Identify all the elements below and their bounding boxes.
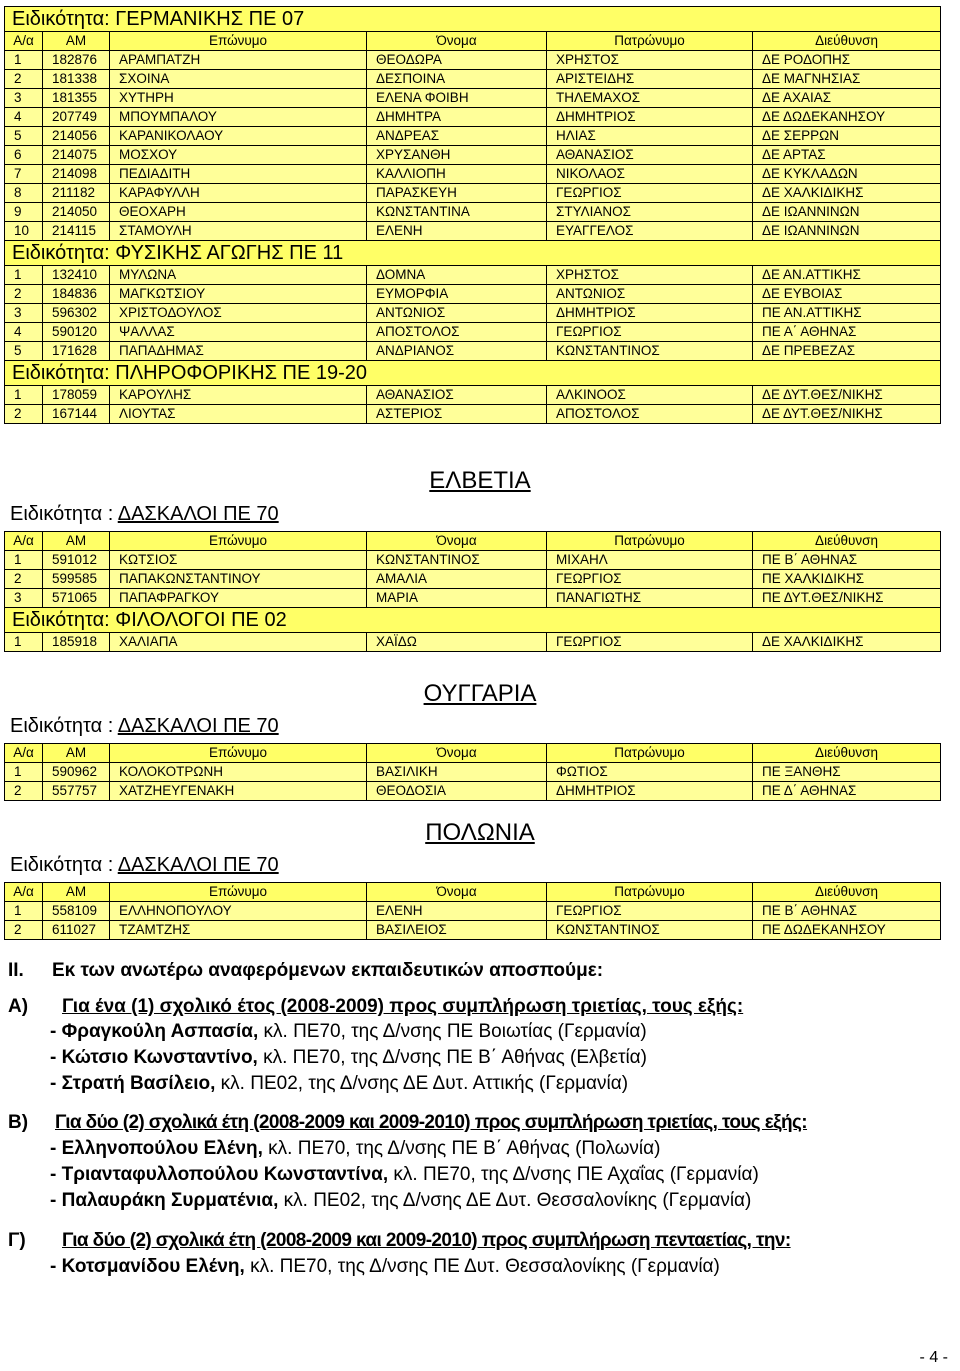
- column-header: ΑΜ: [43, 532, 110, 551]
- person-details: κλ. ΠΕ70, της Δ/νσης ΠΕ Αχαΐας (Γερμανία): [388, 1164, 759, 1185]
- table-cell: ΔΗΜΗΤΡΑ: [367, 108, 547, 127]
- table-cell: ΔΕ ΣΕΡΡΩΝ: [753, 127, 941, 146]
- section-title: Ειδικότητα: ΠΛΗΡΟΦΟΡΙΚΗΣ ΠΕ 19-20: [5, 361, 941, 386]
- table-cell: ΚΩΝΣΤΑΝΤΙΝΑ: [367, 203, 547, 222]
- table-cell: 182876: [43, 51, 110, 70]
- table-cell: ΑΝΔΡΙΑΝΟΣ: [367, 342, 547, 361]
- table-cell: ΠΕ ΧΑΛΚΙΔΙΚΗΣ: [753, 570, 941, 589]
- table-cell: ΦΩΤΙΟΣ: [547, 763, 753, 782]
- table-cell: ΑΝΤΩΝΙΟΣ: [547, 285, 753, 304]
- table-cell: ΑΝΔΡΕΑΣ: [367, 127, 547, 146]
- table-cell: 2: [5, 570, 43, 589]
- table-cell: ΑΘΑΝΑΣΙΟΣ: [547, 146, 753, 165]
- table-cell: 184836: [43, 285, 110, 304]
- table-cell: ΚΩΝΣΤΑΝΤΙΝΟΣ: [547, 342, 753, 361]
- table-cell: ΠΕ Β΄ ΑΘΗΝΑΣ: [753, 551, 941, 570]
- table-row: [5, 89, 941, 108]
- table-cell: ΕΛΛΗΝΟΠΟΥΛΟΥ: [110, 902, 367, 921]
- table-cell: 1: [5, 51, 43, 70]
- table-cell: ΧΑΪΔΩ: [367, 633, 547, 652]
- table-cell: 2: [5, 405, 43, 424]
- table-cell: ΕΛΕΝΗ: [367, 222, 547, 241]
- table-cell: 558109: [43, 902, 110, 921]
- table-row: [5, 165, 941, 184]
- table-row: [5, 323, 941, 342]
- table-cell: ΧΡΙΣΤΟΔΟΥΛΟΣ: [110, 304, 367, 323]
- table-cell: 599585: [43, 570, 110, 589]
- table-cell: 167144: [43, 405, 110, 424]
- table-cell: ΘΕΟΔΩΡΑ: [367, 51, 547, 70]
- table-cell: ΚΑΡΟΥΛΗΣ: [110, 386, 367, 405]
- column-header: Α/α: [5, 532, 43, 551]
- table-cell: ΑΛΚΙΝΟΟΣ: [547, 386, 753, 405]
- table-row: [5, 146, 941, 165]
- table-header-row: [5, 32, 941, 51]
- table-cell: 4: [5, 108, 43, 127]
- column-header: Διεύθυνση: [753, 744, 941, 763]
- table-cell: 590120: [43, 323, 110, 342]
- table-cell: 2: [5, 70, 43, 89]
- table-cell: 596302: [43, 304, 110, 323]
- table-cell: ΔΕ ΡΟΔΟΠΗΣ: [753, 51, 941, 70]
- table-cell: ΕΥΜΟΡΦΙΑ: [367, 285, 547, 304]
- table-cell: ΜΟΣΧΟΥ: [110, 146, 367, 165]
- poland-table: [4, 882, 941, 940]
- table-cell: 207749: [43, 108, 110, 127]
- table-cell: ΔΗΜΗΤΡΙΟΣ: [547, 304, 753, 323]
- list-item: [50, 1021, 647, 1043]
- table-cell: ΗΛΙΑΣ: [547, 127, 753, 146]
- table-cell: 611027: [43, 921, 110, 940]
- person-name: - Στρατή Βασίλειο,: [50, 1073, 216, 1094]
- clause-c-label: Γ): [8, 1230, 26, 1251]
- table-cell: ΜΥΛΩΝΑ: [110, 266, 367, 285]
- table-cell: 590962: [43, 763, 110, 782]
- table-cell: ΔΕ ΙΩΑΝΝΙΝΩΝ: [753, 203, 941, 222]
- table-row: [5, 222, 941, 241]
- table-cell: 185918: [43, 633, 110, 652]
- table-cell: ΜΑΡΙΑ: [367, 589, 547, 608]
- table-cell: ΜΠΟΥΜΠΑΛΟΥ: [110, 108, 367, 127]
- column-header: Διεύθυνση: [753, 883, 941, 902]
- table-cell: ΔΕ ΧΑΛΚΙΔΙΚΗΣ: [753, 633, 941, 652]
- table-cell: ΠΕ Δ΄ ΑΘΗΝΑΣ: [753, 782, 941, 801]
- table-cell: ΓΕΩΡΓΙΟΣ: [547, 902, 753, 921]
- clause-b-heading: Για δύο (2) σχολικά έτη (2008-2009 και 2009-2010) προς συμπλήρωση τριετίας, τους εξής:: [55, 1112, 808, 1133]
- column-header: Επώνυμο: [110, 883, 367, 902]
- table-cell: ΠΑΠΑΚΩΝΣΤΑΝΤΙΝΟΥ: [110, 570, 367, 589]
- table-cell: 1: [5, 902, 43, 921]
- section-title-row: [5, 7, 941, 32]
- person-name: - Ελληνοπούλου Ελένη,: [50, 1138, 263, 1159]
- page-number: - 4 -: [919, 1349, 948, 1366]
- table-row: [5, 782, 941, 801]
- table-cell: ΧΑΛΙΑΠΑ: [110, 633, 367, 652]
- table-cell: ΔΕ ΑΧΑΙΑΣ: [753, 89, 941, 108]
- list-item: [50, 1138, 660, 1160]
- person-details: κλ. ΠΕ70, της Δ/νσης ΠΕ Βοιωτίας (Γερμανία): [258, 1021, 647, 1042]
- table-cell: ΘΕΟΔΟΣΙΑ: [367, 782, 547, 801]
- table-cell: 2: [5, 921, 43, 940]
- table-row: [5, 386, 941, 405]
- column-header: Πατρώνυμο: [547, 883, 753, 902]
- table-cell: ΑΡΙΣΤΕΙΔΗΣ: [547, 70, 753, 89]
- person-name: - Κώτσιο Κωνσταντίνο,: [50, 1047, 258, 1068]
- table-cell: ΔΗΜΗΤΡΙΟΣ: [547, 782, 753, 801]
- table-cell: ΑΝΤΩΝΙΟΣ: [367, 304, 547, 323]
- table-header-row: [5, 532, 941, 551]
- list-item: [50, 1164, 759, 1186]
- column-header: Όνομα: [367, 32, 547, 51]
- table-cell: ΑΘΑΝΑΣΙΟΣ: [367, 386, 547, 405]
- table-row: [5, 570, 941, 589]
- table-cell: 9: [5, 203, 43, 222]
- table-cell: ΠΕ ΞΑΝΘΗΣ: [753, 763, 941, 782]
- table-row: [5, 285, 941, 304]
- section-title-teachers-hungary: Ειδικότητα : ΔΑΣΚΑΛΟΙ ΠΕ 70: [10, 715, 279, 737]
- table-cell: ΔΕΣΠΟΙΝΑ: [367, 70, 547, 89]
- table-cell: 132410: [43, 266, 110, 285]
- table-cell: 211182: [43, 184, 110, 203]
- table-cell: ΛΙΟΥΤΑΣ: [110, 405, 367, 424]
- list-item: [50, 1073, 628, 1095]
- table-cell: ΕΛΕΝΑ ΦΟΙΒΗ: [367, 89, 547, 108]
- table-cell: 3: [5, 589, 43, 608]
- table-cell: ΤΗΛΕΜΑΧΟΣ: [547, 89, 753, 108]
- table-row: [5, 266, 941, 285]
- table-cell: ΚΩΤΣΙΟΣ: [110, 551, 367, 570]
- table-cell: ΤΖΑΜΤΖΗΣ: [110, 921, 367, 940]
- recall-heading: Εκ των ανωτέρω αναφερόμενων εκπαιδευτικών αποσπούμε:: [52, 960, 604, 981]
- list-item: [50, 1256, 720, 1278]
- column-header: Επώνυμο: [110, 744, 367, 763]
- table-cell: 171628: [43, 342, 110, 361]
- table-cell: 5: [5, 342, 43, 361]
- table-cell: 181338: [43, 70, 110, 89]
- switzerland-table: [4, 531, 941, 652]
- table-cell: ΠΕ ΑΝ.ΑΤΤΙΚΗΣ: [753, 304, 941, 323]
- table-row: [5, 184, 941, 203]
- table-cell: ΣΧΟΙΝΑ: [110, 70, 367, 89]
- table-cell: ΒΑΣΙΛΕΙΟΣ: [367, 921, 547, 940]
- country-heading-switzerland: ΕΛΒΕΤΙΑ: [429, 467, 531, 494]
- list-item: [50, 1190, 751, 1212]
- person-details: κλ. ΠΕ70, της Δ/νσης ΠΕ Β΄ Αθήνας (Πολωνία): [262, 1138, 661, 1159]
- table-cell: 214056: [43, 127, 110, 146]
- table-cell: 4: [5, 323, 43, 342]
- table-cell: ΚΑΡΑΦΥΛΛΗ: [110, 184, 367, 203]
- germany-table: [4, 6, 941, 424]
- table-row: [5, 51, 941, 70]
- table-row: [5, 70, 941, 89]
- table-cell: ΚΑΛΛΙΟΠΗ: [367, 165, 547, 184]
- column-header: Α/α: [5, 883, 43, 902]
- table-cell: ΓΕΩΡΓΙΟΣ: [547, 633, 753, 652]
- table-header-row: [5, 883, 941, 902]
- table-cell: 1: [5, 633, 43, 652]
- table-cell: ΠΕ ΔΥΤ.ΘΕΣ/ΝΙΚΗΣ: [753, 589, 941, 608]
- table-cell: 3: [5, 89, 43, 108]
- table-cell: ΔΕ ΙΩΑΝΝΙΝΩΝ: [753, 222, 941, 241]
- table-cell: ΔΕ ΔΥΤ.ΘΕΣ/ΝΙΚΗΣ: [753, 386, 941, 405]
- table-cell: ΔΕ ΧΑΛΚΙΔΙΚΗΣ: [753, 184, 941, 203]
- table-cell: 571065: [43, 589, 110, 608]
- clause-b-label: Β): [8, 1112, 29, 1133]
- section-title-row: [5, 608, 941, 633]
- person-name: - Παλαυράκη Συρματένια,: [50, 1190, 279, 1211]
- table-cell: ΠΑΡΑΣΚΕΥΗ: [367, 184, 547, 203]
- section-title-row: [5, 361, 941, 386]
- table-cell: ΠΑΠΑΔΗΜΑΣ: [110, 342, 367, 361]
- table-cell: ΠΑΠΑΦΡΑΓΚΟΥ: [110, 589, 367, 608]
- column-header: Όνομα: [367, 744, 547, 763]
- table-cell: ΓΕΩΡΓΙΟΣ: [547, 570, 753, 589]
- clause-a-label: Α): [8, 996, 29, 1017]
- table-cell: 181355: [43, 89, 110, 108]
- table-cell: ΔΕ ΔΥΤ.ΘΕΣ/ΝΙΚΗΣ: [753, 405, 941, 424]
- table-cell: 1: [5, 763, 43, 782]
- column-header: Όνομα: [367, 532, 547, 551]
- table-row: [5, 203, 941, 222]
- table-cell: ΠΕ ΔΩΔΕΚΑΝΗΣΟΥ: [753, 921, 941, 940]
- table-cell: 1: [5, 266, 43, 285]
- table-cell: 2: [5, 285, 43, 304]
- column-header: ΑΜ: [43, 744, 110, 763]
- table-row: [5, 633, 941, 652]
- table-cell: ΧΥΤΗΡΗ: [110, 89, 367, 108]
- table-cell: ΧΡΥΣΑΝΘΗ: [367, 146, 547, 165]
- table-row: [5, 342, 941, 361]
- person-details: κλ. ΠΕ70, της Δ/νσης ΠΕ Β΄ Αθήνας (Ελβετία): [257, 1047, 647, 1068]
- table-cell: ΔΕ ΜΑΓΝΗΣΙΑΣ: [753, 70, 941, 89]
- clause-a-heading: Για ένα (1) σχολικό έτος (2008-2009) προς συμπλήρωση τριετίας, τους εξής:: [62, 996, 744, 1017]
- table-cell: 1: [5, 386, 43, 405]
- person-details: κλ. ΠΕ70, της Δ/νσης ΠΕ Δυτ. Θεσσαλονίκης (Γερμανία): [244, 1256, 720, 1277]
- table-cell: ΒΑΣΙΛΙΚΗ: [367, 763, 547, 782]
- table-cell: ΕΛΕΝΗ: [367, 902, 547, 921]
- table-cell: ΜΙΧΑΗΛ: [547, 551, 753, 570]
- column-header: Α/α: [5, 744, 43, 763]
- table-cell: 2: [5, 782, 43, 801]
- column-header: Πατρώνυμο: [547, 32, 753, 51]
- table-cell: ΔΕ ΑΡΤΑΣ: [753, 146, 941, 165]
- table-row: [5, 127, 941, 146]
- table-cell: 557757: [43, 782, 110, 801]
- table-cell: ΧΡΗΣΤΟΣ: [547, 51, 753, 70]
- person-details: κλ. ΠΕ02, της Δ/νσης ΔΕ Δυτ. Θεσσαλονίκης (Γερμανία): [278, 1190, 752, 1211]
- table-cell: ΔΕ ΑΝ.ΑΤΤΙΚΗΣ: [753, 266, 941, 285]
- column-header: Όνομα: [367, 883, 547, 902]
- table-cell: ΧΑΤΖΗΕΥΓΕΝΑΚΗ: [110, 782, 367, 801]
- table-cell: ΣΤΑΜΟΥΛΗ: [110, 222, 367, 241]
- clause-c-heading: Για δύο (2) σχολικά έτη (2008-2009 και 2009-2010) προς συμπλήρωση πενταετίας, την:: [62, 1230, 791, 1251]
- country-heading-hungary: ΟΥΓΓΑΡΙΑ: [423, 680, 537, 707]
- section-title: Ειδικότητα: ΦΥΣΙΚΗΣ ΑΓΩΓΗΣ ΠΕ 11: [5, 241, 941, 266]
- table-cell: ΚΩΝΣΤΑΝΤΙΝΟΣ: [547, 921, 753, 940]
- table-row: [5, 763, 941, 782]
- table-cell: ΑΠΟΣΤΟΛΟΣ: [547, 405, 753, 424]
- table-cell: ΧΡΗΣΤΟΣ: [547, 266, 753, 285]
- table-cell: ΑΡΑΜΠΑΤΖΗ: [110, 51, 367, 70]
- table-cell: ΔΟΜΝΑ: [367, 266, 547, 285]
- table-cell: ΑΠΟΣΤΟΛΟΣ: [367, 323, 547, 342]
- section-title: Ειδικότητα: ΓΕΡΜΑΝΙΚΗΣ ΠΕ 07: [5, 7, 941, 32]
- column-header: Α/α: [5, 32, 43, 51]
- table-cell: ΜΑΓΚΩΤΣΙΟΥ: [110, 285, 367, 304]
- column-header: Επώνυμο: [110, 32, 367, 51]
- table-row: [5, 551, 941, 570]
- section-title: Ειδικότητα: ΦΙΛΟΛΟΓΟΙ ΠΕ 02: [5, 608, 941, 633]
- column-header: ΑΜ: [43, 883, 110, 902]
- table-cell: 5: [5, 127, 43, 146]
- table-cell: ΓΕΩΡΓΙΟΣ: [547, 323, 753, 342]
- section-title-teachers-poland: Ειδικότητα : ΔΑΣΚΑΛΟΙ ΠΕ 70: [10, 854, 279, 876]
- table-row: [5, 304, 941, 323]
- table-cell: 7: [5, 165, 43, 184]
- column-header: Πατρώνυμο: [547, 744, 753, 763]
- table-cell: 214115: [43, 222, 110, 241]
- table-cell: ΝΙΚΟΛΑΟΣ: [547, 165, 753, 184]
- table-cell: 6: [5, 146, 43, 165]
- column-header: ΑΜ: [43, 32, 110, 51]
- person-name: - Φραγκούλη Ασπασία,: [50, 1021, 259, 1042]
- table-cell: ΠΑΝΑΓΙΩΤΗΣ: [547, 589, 753, 608]
- table-cell: ΠΕ Α΄ ΑΘΗΝΑΣ: [753, 323, 941, 342]
- person-details: κλ. ΠΕ02, της Δ/νσης ΔΕ Δυτ. Αττικής (Γερμανία): [215, 1073, 629, 1094]
- table-cell: ΔΕ ΕΥΒΟΙΑΣ: [753, 285, 941, 304]
- table-cell: 8: [5, 184, 43, 203]
- table-cell: ΣΤΥΛΙΑΝΟΣ: [547, 203, 753, 222]
- section-title-row: [5, 241, 941, 266]
- column-header: Διεύθυνση: [753, 32, 941, 51]
- table-cell: ΑΣΤΕΡΙΟΣ: [367, 405, 547, 424]
- table-cell: ΚΑΡΑΝΙΚΟΛΑΟΥ: [110, 127, 367, 146]
- table-cell: 1: [5, 551, 43, 570]
- table-cell: 214098: [43, 165, 110, 184]
- table-cell: ΠΕΔΙΑΔΙΤΗ: [110, 165, 367, 184]
- table-cell: 214075: [43, 146, 110, 165]
- hungary-table: [4, 743, 941, 801]
- table-cell: ΚΟΛΟΚΟΤΡΩΝΗ: [110, 763, 367, 782]
- table-header-row: [5, 744, 941, 763]
- person-name: - Τριανταφυλλοπούλου Κωνσταντίνα,: [50, 1164, 389, 1185]
- list-item: [50, 1047, 647, 1069]
- table-cell: 214050: [43, 203, 110, 222]
- person-name: - Κοτσμανίδου Ελένη,: [50, 1256, 245, 1277]
- section-title-teachers-switzerland: Ειδικότητα : ΔΑΣΚΑΛΟΙ ΠΕ 70: [10, 503, 279, 525]
- table-row: [5, 589, 941, 608]
- table-cell: ΘΕΟΧΑΡΗ: [110, 203, 367, 222]
- column-header: Επώνυμο: [110, 532, 367, 551]
- table-cell: ΚΩΝΣΤΑΝΤΙΝΟΣ: [367, 551, 547, 570]
- table-cell: ΕΥΑΓΓΕΛΟΣ: [547, 222, 753, 241]
- table-cell: 591012: [43, 551, 110, 570]
- table-cell: 10: [5, 222, 43, 241]
- table-cell: ΑΜΑΛΙΑ: [367, 570, 547, 589]
- table-row: [5, 921, 941, 940]
- section-numeral: ΙΙ.: [8, 960, 24, 981]
- table-cell: ΔΕ ΔΩΔΕΚΑΝΗΣΟΥ: [753, 108, 941, 127]
- table-cell: ΓΕΩΡΓΙΟΣ: [547, 184, 753, 203]
- table-cell: ΔΕ ΚΥΚΛΑΔΩΝ: [753, 165, 941, 184]
- table-row: [5, 108, 941, 127]
- column-header: Πατρώνυμο: [547, 532, 753, 551]
- table-cell: ΔΗΜΗΤΡΙΟΣ: [547, 108, 753, 127]
- table-row: [5, 405, 941, 424]
- column-header: Διεύθυνση: [753, 532, 941, 551]
- table-row: [5, 902, 941, 921]
- country-heading-poland: ΠΟΛΩΝΙΑ: [425, 819, 535, 846]
- table-cell: 178059: [43, 386, 110, 405]
- table-cell: ΨΑΛΛΑΣ: [110, 323, 367, 342]
- table-cell: ΔΕ ΠΡΕΒΕΖΑΣ: [753, 342, 941, 361]
- table-cell: 3: [5, 304, 43, 323]
- table-cell: ΠΕ Β΄ ΑΘΗΝΑΣ: [753, 902, 941, 921]
